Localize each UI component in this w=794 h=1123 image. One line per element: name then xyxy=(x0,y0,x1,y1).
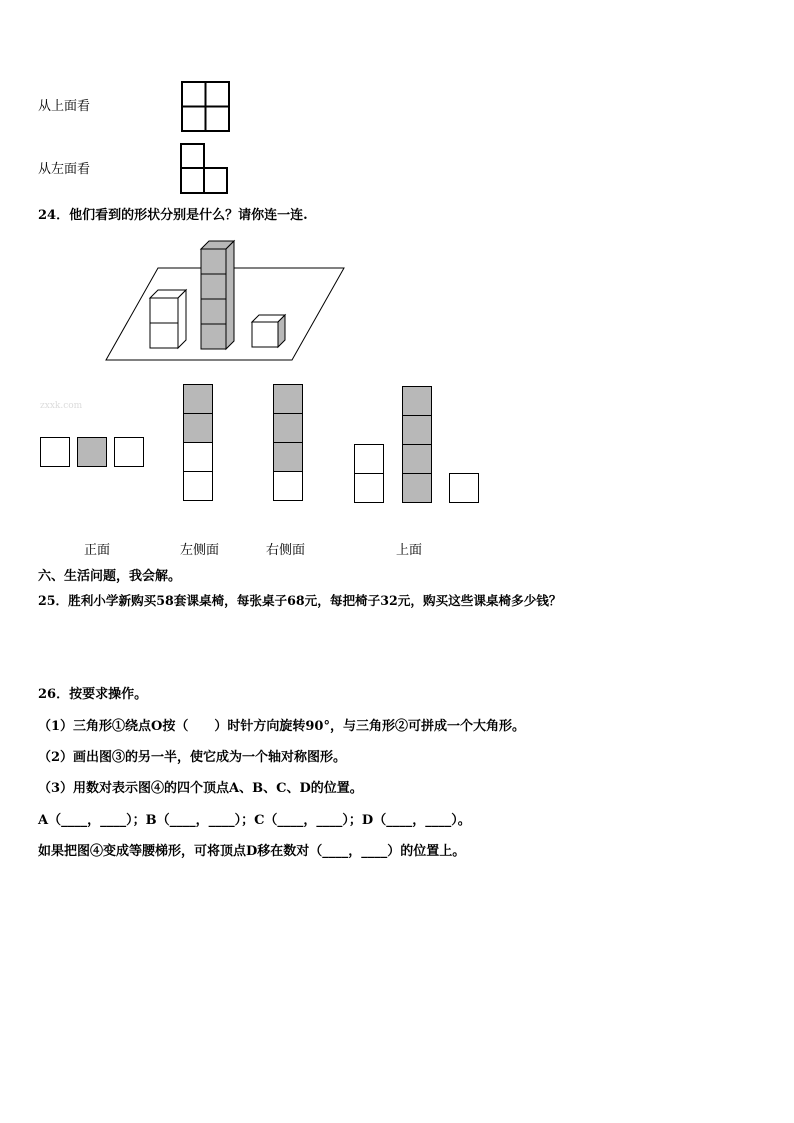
from-left-label: 从左面看 xyxy=(38,162,91,177)
question-26-line-2: （2）画出图③的另一半，使它成为一个轴对称图形。 xyxy=(38,750,347,765)
caption-right-side: 右侧面 xyxy=(266,543,306,558)
question-26-line-4: A（____，____）；B（____，____）；C（____，____）；D（____，____）。 xyxy=(38,813,471,828)
view-option-right-square-3 xyxy=(273,442,303,472)
view-option-top-mid-square-4 xyxy=(402,473,432,503)
view-option-front-square-3 xyxy=(114,437,144,467)
cube-arrangement-figure xyxy=(100,236,350,366)
caption-left-side: 左侧面 xyxy=(180,543,220,558)
view-option-front-square-1 xyxy=(40,437,70,467)
question-26-title: 26．按要求操作。 xyxy=(38,687,148,702)
view-option-left-square-2 xyxy=(183,413,213,443)
question-26-line-5: 如果把图④变成等腰梯形，可将顶点D移在数对（____，____）的位置上。 xyxy=(38,844,466,859)
view-option-top-left-square-2 xyxy=(354,473,384,503)
left-view-l-figure xyxy=(180,143,230,195)
view-option-right-square-1 xyxy=(273,384,303,414)
view-option-top-mid-square-1 xyxy=(402,386,432,416)
question-26-line-3: （3）用数对表示图④的四个顶点A、B、C、D的位置。 xyxy=(38,781,363,796)
view-option-top-mid-square-2 xyxy=(402,415,432,445)
view-option-left-square-3 xyxy=(183,442,213,472)
top-view-grid-figure xyxy=(181,81,231,133)
view-option-left-square-4 xyxy=(183,471,213,501)
view-option-front-square-2 xyxy=(77,437,107,467)
caption-front: 正面 xyxy=(84,543,111,558)
caption-top: 上面 xyxy=(396,543,423,558)
watermark-text: zxxk.com xyxy=(40,401,83,411)
view-option-right-square-2 xyxy=(273,413,303,443)
section-6-heading: 六、生活问题，我会解。 xyxy=(38,569,182,584)
question-24-title: 24．他们看到的形状分别是什么？请你连一连. xyxy=(38,208,308,223)
view-option-top-mid-square-3 xyxy=(402,444,432,474)
view-option-right-square-4 xyxy=(273,471,303,501)
view-option-left-square-1 xyxy=(183,384,213,414)
question-25-text: 25．胜利小学新购买58套课桌椅，每张桌子68元，每把椅子32元，购买这些课桌椅多少钱？ xyxy=(38,593,562,608)
from-top-label: 从上面看 xyxy=(38,99,91,114)
question-26-line-1: （1）三角形①绕点O按（ ）时针方向旋转90°，与三角形②可拼成一个大角形。 xyxy=(38,719,525,734)
view-option-top-left-square-1 xyxy=(354,444,384,474)
view-option-top-right-square xyxy=(449,473,479,503)
